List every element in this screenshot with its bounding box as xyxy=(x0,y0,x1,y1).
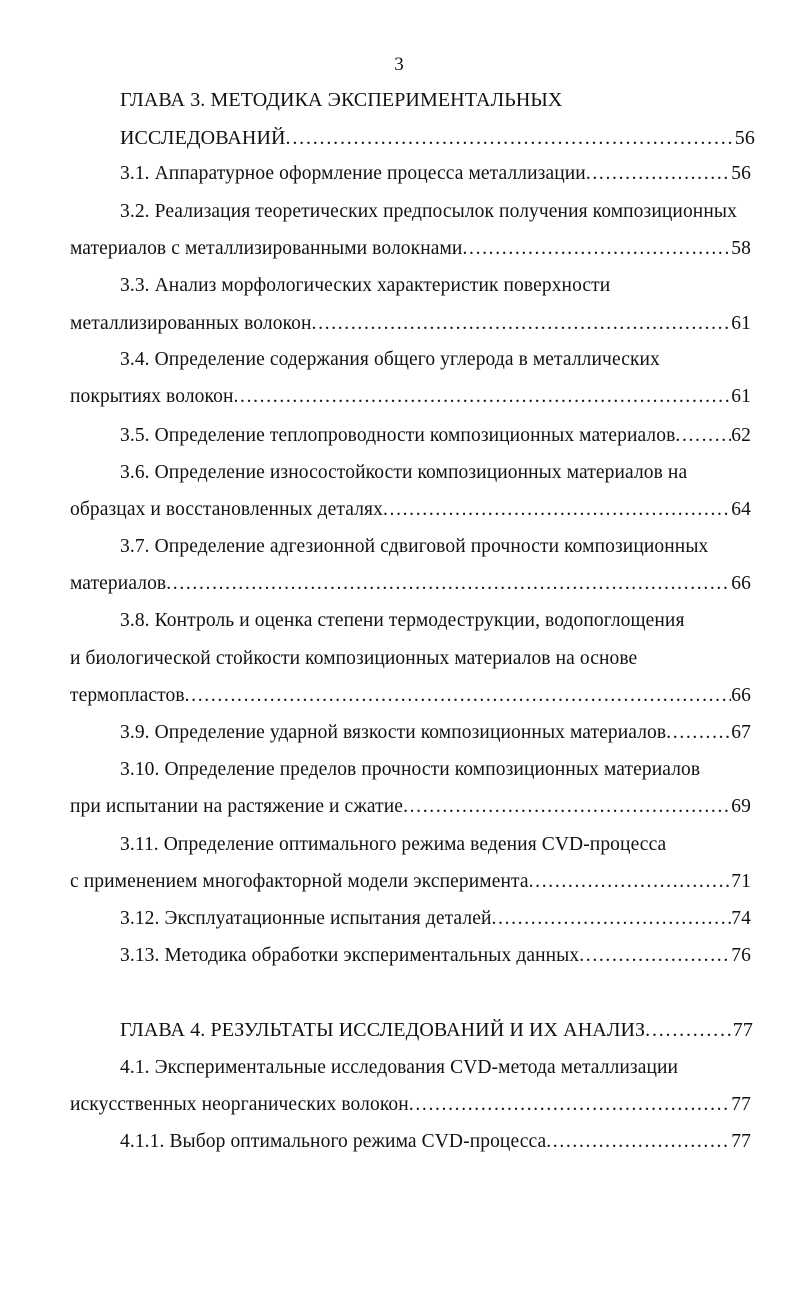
page-number: 3 xyxy=(394,54,404,75)
toc-entry: 3.1. Аппаратурное оформление процесса металлизации . . . 56 xyxy=(120,162,751,186)
toc-entry: искусственных неорганических волокон . . . 77 xyxy=(70,1093,751,1117)
toc-entry: 3.6. Определение износостойкости композиционных материалов на xyxy=(120,462,688,483)
toc-entry: образцах и восстановленных деталях . . . 64 xyxy=(70,498,751,522)
toc-entry: покрытиях волокон . . . 61 xyxy=(70,385,751,409)
toc-entry: 3.7. Определение адгезионной сдвиговой прочности композиционных xyxy=(120,536,709,557)
toc-entry: с применением многофакторной модели эксперимента . . . 71 xyxy=(70,870,751,894)
toc-entry: при испытании на растяжение и сжатие . . . 69 xyxy=(70,795,751,819)
toc-entry: и биологической стойкости композиционных материалов на основе xyxy=(70,648,638,669)
toc-entry: 3.4. Определение содержания общего углерода в металлических xyxy=(120,349,660,370)
toc-entry: 3.5. Определение теплопроводности композиционных материалов . . . 62 xyxy=(120,424,751,448)
toc-entry: 3.11. Определение оптимального режима ведения CVD-процесса xyxy=(120,834,667,855)
toc-entry: 3.9. Определение ударной вязкости композиционных материалов . . . 67 xyxy=(120,721,751,745)
toc-entry: термопластов . . . 66 xyxy=(70,684,751,708)
toc-entry: материалов . . . 66 xyxy=(70,572,751,596)
toc-entry: 3.3. Анализ морфологических характеристик поверхности xyxy=(120,275,611,296)
toc-chapter-4-title: ГЛАВА 4. РЕЗУЛЬТАТЫ ИССЛЕДОВАНИЙ И ИХ АНАЛИЗ . . . 77 xyxy=(120,1018,753,1042)
toc-entry: материалов с металлизированными волокнами . . . 58 xyxy=(70,237,751,261)
toc-entry: 3.2. Реализация теоретических предпосылок получения композиционных xyxy=(120,201,737,222)
toc-entry: ИССЛЕДОВАНИЙ . . . 56 xyxy=(120,126,755,150)
toc-entry: 4.1.1. Выбор оптимального режима CVD-процесса . . . 77 xyxy=(120,1130,751,1154)
toc-entry: 3.13. Методика обработки экспериментальных данных . . . 76 xyxy=(120,944,751,968)
toc-entry: металлизированных волокон . . . 61 xyxy=(70,312,751,336)
toc-entry: 4.1. Экспериментальные исследования CVD-метода металлизации xyxy=(120,1057,679,1078)
toc-entry: 3.8. Контроль и оценка степени термодеструкции, водопоглощения xyxy=(120,610,685,631)
toc-entry: 3.10. Определение пределов прочности композиционных материалов xyxy=(120,759,701,780)
toc-entry: 3.12. Эксплуатационные испытания деталей . . . 74 xyxy=(120,907,751,931)
toc-chapter-3-title: ГЛАВА 3. МЕТОДИКА ЭКСПЕРИМЕНТАЛЬНЫХ xyxy=(120,89,563,111)
